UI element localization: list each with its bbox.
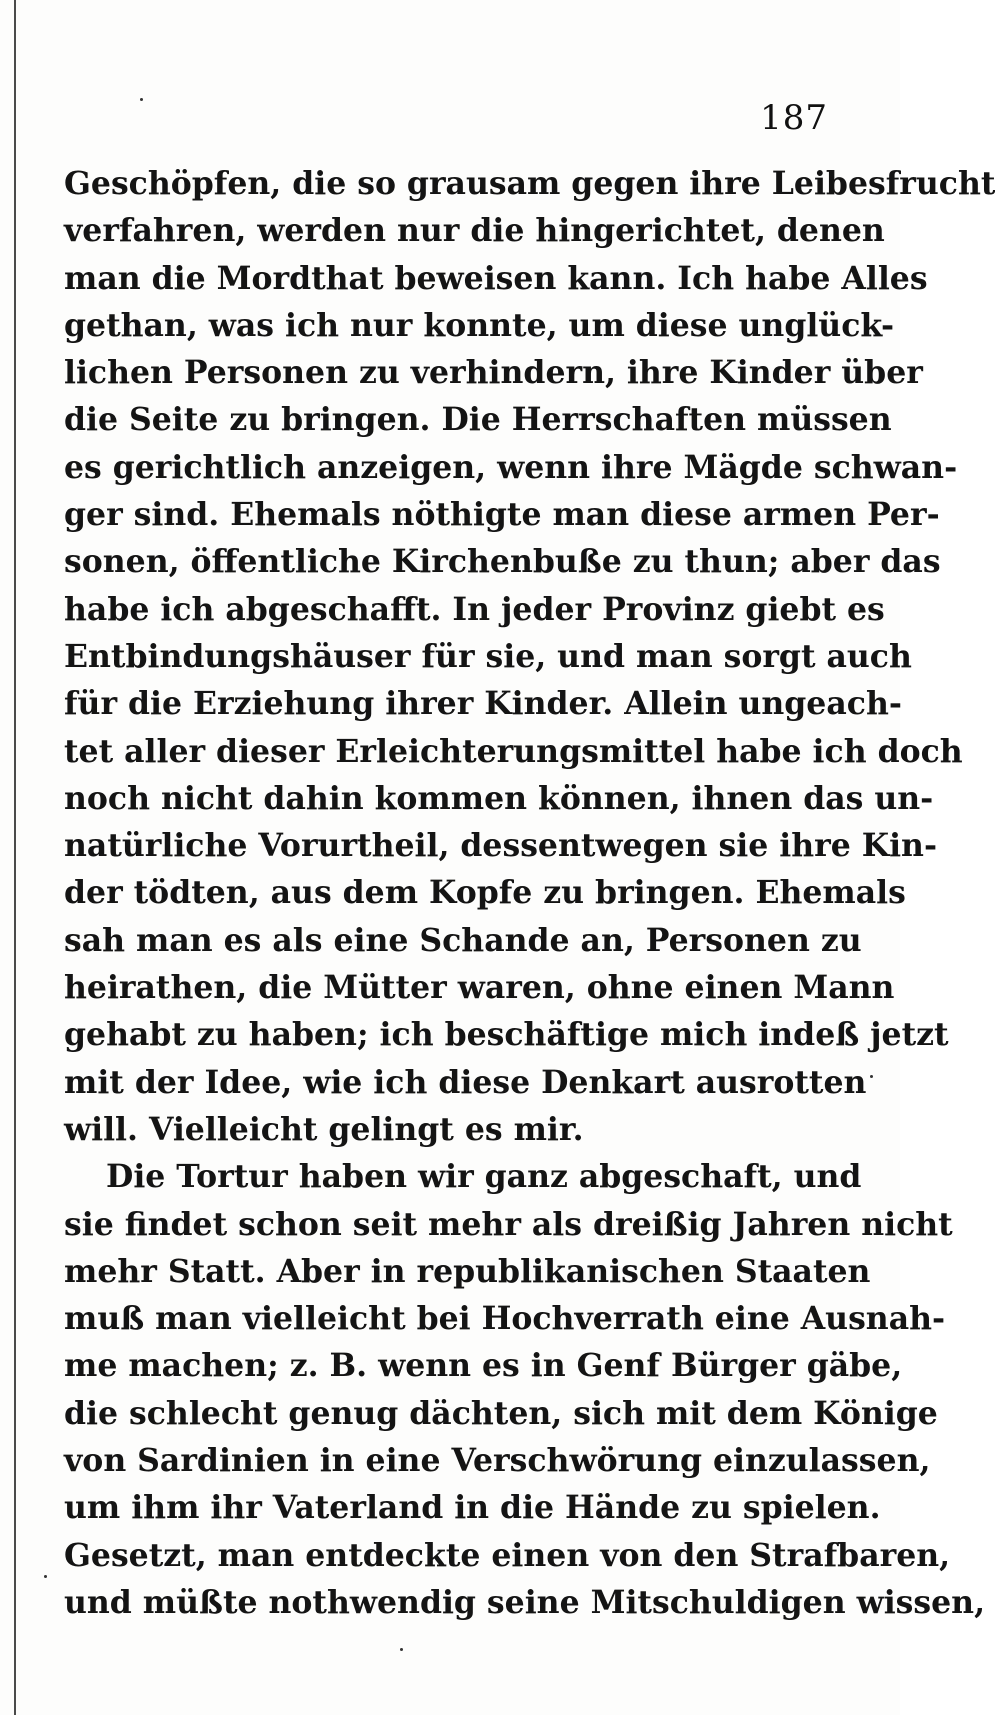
text-line: natürliche Vorurtheil, dessentwegen sie ihre Kin- [64,827,938,865]
ink-speck [870,1075,873,1078]
text-line: lichen Personen zu verhindern, ihre Kinder über [64,354,923,392]
text-line: von Sardinien in eine Verschwörung einzulassen, [64,1442,931,1480]
text-line: habe ich abgeschafft. In jeder Provinz giebt es [64,590,885,628]
text-line: muß man vielleicht bei Hochverrath eine Ausnah- [64,1300,946,1338]
paragraph-1 [64,160,995,1153]
text-line: Die Tortur haben wir ganz abgeschaft, und [106,1158,862,1196]
text-line: sie findet schon seit mehr als dreißig Jahren nicht [64,1205,953,1243]
ink-speck [140,98,143,101]
text-line: die schlecht genug dächten, sich mit dem Könige [64,1394,938,1432]
text-line: me machen; z. B. wenn es in Genf Bürger gäbe, [64,1347,903,1385]
text-line: Entbindungshäuser für sie, und man sorgt auch [64,637,912,675]
text-line: noch nicht dahin kommen können, ihnen das un- [64,779,934,817]
text-line: und müßte nothwendig seine Mitschuldigen wissen, [64,1583,986,1621]
text-line: die Seite zu bringen. Die Herrschaften müssen [64,401,892,439]
text-line: mehr Statt. Aber in republikanischen Staaten [64,1252,871,1290]
text-line: tet aller dieser Erleichterungsmittel habe ich doch [64,732,963,770]
page-edge [14,0,16,1715]
text-line: sonen, öffentliche Kirchenbuße zu thun; aber das [64,543,941,581]
text-line: verfahren, werden nur die hingerichtet, denen [64,212,885,250]
text-line: sah man es als eine Schande an, Personen zu [64,921,862,959]
text-line: heirathen, die Mütter waren, ohne einen Mann [64,969,895,1007]
text-line: gethan, was ich nur konnte, um diese unglück- [64,306,895,344]
ink-speck [44,1575,47,1578]
text-line: Gesetzt, man entdeckte einen von den Strafbaren, [64,1536,951,1574]
paragraph-2 [64,1153,986,1626]
body-text [64,160,995,1626]
text-line: es gerichtlich anzeigen, wenn ihre Mägde schwan- [64,448,958,486]
page-number: 187 [760,98,828,138]
text-line: ger sind. Ehemals nöthigte man diese armen Per- [64,496,940,534]
text-line: gehabt zu haben; ich beschäftige mich indeß jetzt [64,1016,949,1054]
text-line: Geschöpfen, die so grausam gegen ihre Leibesfrucht [64,165,995,202]
text-line: will. Vielleicht gelingt es mir. [64,1110,584,1148]
text-line: man die Mordthat beweisen kann. Ich habe Alles [64,259,928,297]
text-line: für die Erziehung ihrer Kinder. Allein ungeach- [64,685,902,723]
ink-speck [400,1648,403,1651]
text-line: mit der Idee, wie ich diese Denkart ausrotten [64,1063,867,1101]
text-line: um ihm ihr Vaterland in die Hände zu spielen. [64,1489,881,1527]
text-line: der tödten, aus dem Kopfe zu bringen. Ehemals [64,874,906,912]
